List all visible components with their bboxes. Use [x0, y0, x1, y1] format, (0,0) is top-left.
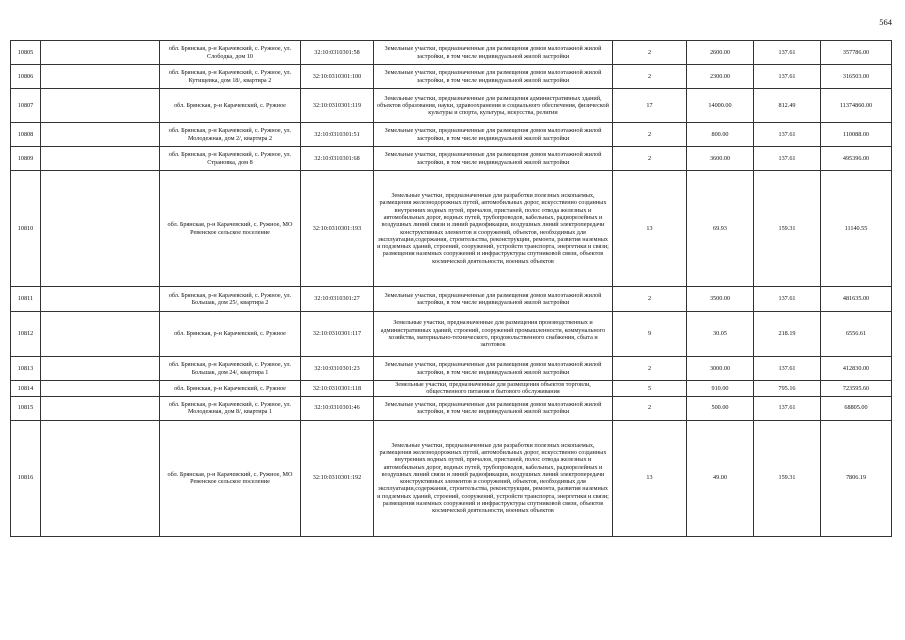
area-value: 800.00 [687, 123, 754, 147]
rate-value: 159.31 [754, 171, 821, 287]
category-code: 5 [613, 381, 687, 397]
area-value: 3000.00 [687, 357, 754, 381]
cadastral-value: 357786.00 [821, 41, 892, 65]
cadastral-value: 723595.60 [821, 381, 892, 397]
table-row [11, 123, 892, 147]
record-id: 10815 [11, 396, 41, 420]
record-id: 10807 [11, 89, 41, 123]
table-row [11, 357, 892, 381]
record-id: 10809 [11, 147, 41, 171]
category-code: 2 [613, 396, 687, 420]
blank-column [41, 357, 160, 381]
cadastral-number: 32:10:0310301:58 [301, 41, 374, 65]
blank-column [41, 312, 160, 357]
record-id: 10816 [11, 420, 41, 536]
address-cell: обл. Брянская, р-н Карачевский, с. Ружное, ул. Слободка, дом 10 [160, 41, 301, 65]
cadastral-value: 11374860.00 [821, 89, 892, 123]
address-cell: обл. Брянская, р-н Карачевский, с. Ружное, МО Ревенское сельское поселение [160, 171, 301, 287]
cadastral-number: 32:10:0310301:51 [301, 123, 374, 147]
record-id: 10810 [11, 171, 41, 287]
table-body [11, 41, 892, 537]
cadastral-number: 32:10:0310301:27 [301, 287, 374, 312]
address-cell: обл. Брянская, р-н Карачевский, с. Ружное, ул. Молодежная, дом 2/, квартира 2 [160, 123, 301, 147]
address-cell: обл. Брянская, р-н Карачевский, с. Ружное [160, 89, 301, 123]
cadastral-value: 11140.55 [821, 171, 892, 287]
table-row [11, 381, 892, 397]
cadastral-number: 32:10:0310301:117 [301, 312, 374, 357]
page-number: 564 [879, 17, 892, 27]
area-value: 500.00 [687, 396, 754, 420]
land-use-description: Земельные участки, предназначенные для размещения производственных и административных зданий, строений, сооружений промышленности, коммунального хозяйства, материально-технического, продовольственного снабжения, сбыта и заготовок [374, 312, 613, 357]
area-value: 2600.00 [687, 41, 754, 65]
area-value: 49.00 [687, 420, 754, 536]
record-id: 10813 [11, 357, 41, 381]
land-registry-table [10, 40, 892, 537]
blank-column [41, 65, 160, 89]
category-code: 13 [613, 171, 687, 287]
cadastral-number: 32:10:0310301:23 [301, 357, 374, 381]
blank-column [41, 41, 160, 65]
area-value: 3600.00 [687, 147, 754, 171]
category-code: 17 [613, 89, 687, 123]
cadastral-number: 32:10:0310301:193 [301, 171, 374, 287]
land-use-description: Земельные участки, предназначенные для размещения домов малоэтажной жилой застройки, в том числе индивидуальной жилой застройки [374, 147, 613, 171]
rate-value: 137.61 [754, 396, 821, 420]
table-row [11, 420, 892, 536]
blank-column [41, 89, 160, 123]
rate-value: 137.61 [754, 147, 821, 171]
rate-value: 137.61 [754, 123, 821, 147]
table-row [11, 287, 892, 312]
area-value: 30.05 [687, 312, 754, 357]
address-cell: обл. Брянская, р-н Карачевский, с. Ружное, ул. Большак, дом 25/, квартира 2 [160, 287, 301, 312]
cadastral-value: 481635.00 [821, 287, 892, 312]
area-value: 69.93 [687, 171, 754, 287]
record-id: 10812 [11, 312, 41, 357]
category-code: 2 [613, 357, 687, 381]
record-id: 10808 [11, 123, 41, 147]
table-row [11, 396, 892, 420]
cadastral-number: 32:10:0310301:119 [301, 89, 374, 123]
rate-value: 137.61 [754, 41, 821, 65]
cadastral-number: 32:10:0310301:192 [301, 420, 374, 536]
blank-column [41, 287, 160, 312]
address-cell: обл. Брянская, р-н Карачевский, с. Ружное, ул. Большак, дом 24/, квартира 1 [160, 357, 301, 381]
table-row [11, 312, 892, 357]
cadastral-value: 316503.00 [821, 65, 892, 89]
category-code: 2 [613, 123, 687, 147]
area-value: 14000.00 [687, 89, 754, 123]
record-id: 10814 [11, 381, 41, 397]
land-use-description: Земельные участки, предназначенные для разработки полезных ископаемых, размещения железнодорожных путей, автомобильных дорог, искусственно созданных внутренних водных путей, причалов, пристаней, полос отвода железных и автомобильных дорог, водных путей, трубопроводов, кабельных, радиорелейных и воздушных линий связи и линий радиофикации, воздушных линий электропередачи конструктивных элементов и сооружений, объектов, необходимых для эксплуатации,содержания, строительства, реконструкции, ремонта, развития наземных и подземных зданий, строений, сооружений, устройств транспорта, энергетики и связи; размещения наземных сооружений и инфраструктуры спутниковой связи, объектов космической деятельности, военных объектов [374, 420, 613, 536]
category-code: 2 [613, 287, 687, 312]
rate-value: 218.19 [754, 312, 821, 357]
cadastral-number: 32:10:0310301:118 [301, 381, 374, 397]
rate-value: 137.61 [754, 357, 821, 381]
record-id: 10811 [11, 287, 41, 312]
address-cell: обл. Брянская, р-н Карачевский, с. Ружное [160, 381, 301, 397]
blank-column [41, 396, 160, 420]
area-value: 910.00 [687, 381, 754, 397]
cadastral-number: 32:10:0310301:68 [301, 147, 374, 171]
area-value: 2300.00 [687, 65, 754, 89]
land-use-description: Земельные участки, предназначенные для размещения домов малоэтажной жилой застройки, в том числе индивидуальной жилой застройки [374, 396, 613, 420]
address-cell: обл. Брянская, р-н Карачевский, с. Ружное [160, 312, 301, 357]
rate-value: 137.61 [754, 65, 821, 89]
area-value: 3500.00 [687, 287, 754, 312]
cadastral-value: 7806.19 [821, 420, 892, 536]
rate-value: 795.16 [754, 381, 821, 397]
land-use-description: Земельные участки, предназначенные для размещения домов малоэтажной жилой застройки, в том числе индивидуальной жилой застройки [374, 287, 613, 312]
blank-column [41, 123, 160, 147]
cadastral-number: 32:10:0310301:46 [301, 396, 374, 420]
land-use-description: Земельные участки, предназначенные для размещения домов малоэтажной жилой застройки, в том числе индивидуальной жилой застройки [374, 123, 613, 147]
address-cell: обл. Брянская, р-н Карачевский, с. Ружное, ул. Молодежная, дом 8/, квартира 1 [160, 396, 301, 420]
address-cell: обл. Брянская, р-н Карачевский, с. Ружное, ул. Страновка, дом 8 [160, 147, 301, 171]
land-use-description: Земельные участки, предназначенные для размещения административных зданий, объектов образования, науки, здравоохранения и социального обеспечения, физической культуры и спорта, культуры, искусства, религии [374, 89, 613, 123]
blank-column [41, 381, 160, 397]
blank-column [41, 171, 160, 287]
table-row [11, 65, 892, 89]
blank-column [41, 147, 160, 171]
table-row [11, 89, 892, 123]
table-row [11, 41, 892, 65]
record-id: 10806 [11, 65, 41, 89]
cadastral-value: 495396.00 [821, 147, 892, 171]
category-code: 2 [613, 65, 687, 89]
address-cell: обл. Брянская, р-н Карачевский, с. Ружное, МО Ревенское сельское поселение [160, 420, 301, 536]
table-row [11, 147, 892, 171]
table-row [11, 171, 892, 287]
category-code: 2 [613, 41, 687, 65]
rate-value: 137.61 [754, 287, 821, 312]
cadastral-value: 6556.61 [821, 312, 892, 357]
land-use-description: Земельные участки, предназначенные для размещения домов малоэтажной жилой застройки, в том числе индивидуальной жилой застройки [374, 357, 613, 381]
cadastral-value: 412830.00 [821, 357, 892, 381]
record-id: 10805 [11, 41, 41, 65]
rate-value: 812.49 [754, 89, 821, 123]
blank-column [41, 420, 160, 536]
rate-value: 159.31 [754, 420, 821, 536]
category-code: 13 [613, 420, 687, 536]
cadastral-number: 32:10:0310301:100 [301, 65, 374, 89]
land-use-description: Земельные участки, предназначенные для размещения домов малоэтажной жилой застройки, в том числе индивидуальной жилой застройки [374, 41, 613, 65]
land-use-description: Земельные участки, предназначенные для разработки полезных ископаемых, размещения железнодорожных путей, автомобильных дорог, искусственно созданных внутренних водных путей, причалов, пристаней, полос отвода железных и автомобильных дорог, водных путей, трубопроводов, кабельных, радиорелейных и воздушных линий связи и линий радиофикации, воздушных линий электропередачи конструктивных элементов и сооружений, объектов, необходимых для эксплуатации,содержания, строительства, реконструкции, ремонта, развития наземных и подземных зданий, строений, сооружений, устройств транспорта, энергетики и связи; размещения наземных сооружений и инфраструктуры спутниковой связи, объектов космической деятельности, военных объектов [374, 171, 613, 287]
address-cell: обл. Брянская, р-н Карачевский, с. Ружное, ул. Кутищевка, дом 18/, квартира 2 [160, 65, 301, 89]
cadastral-value: 68805.00 [821, 396, 892, 420]
land-use-description: Земельные участки, предназначенные для размещения объектов торговли, общественного питания и бытового обслуживания [374, 381, 613, 397]
category-code: 9 [613, 312, 687, 357]
land-use-description: Земельные участки, предназначенные для размещения домов малоэтажной жилой застройки, в том числе индивидуальной жилой застройки [374, 65, 613, 89]
category-code: 2 [613, 147, 687, 171]
cadastral-value: 110088.00 [821, 123, 892, 147]
